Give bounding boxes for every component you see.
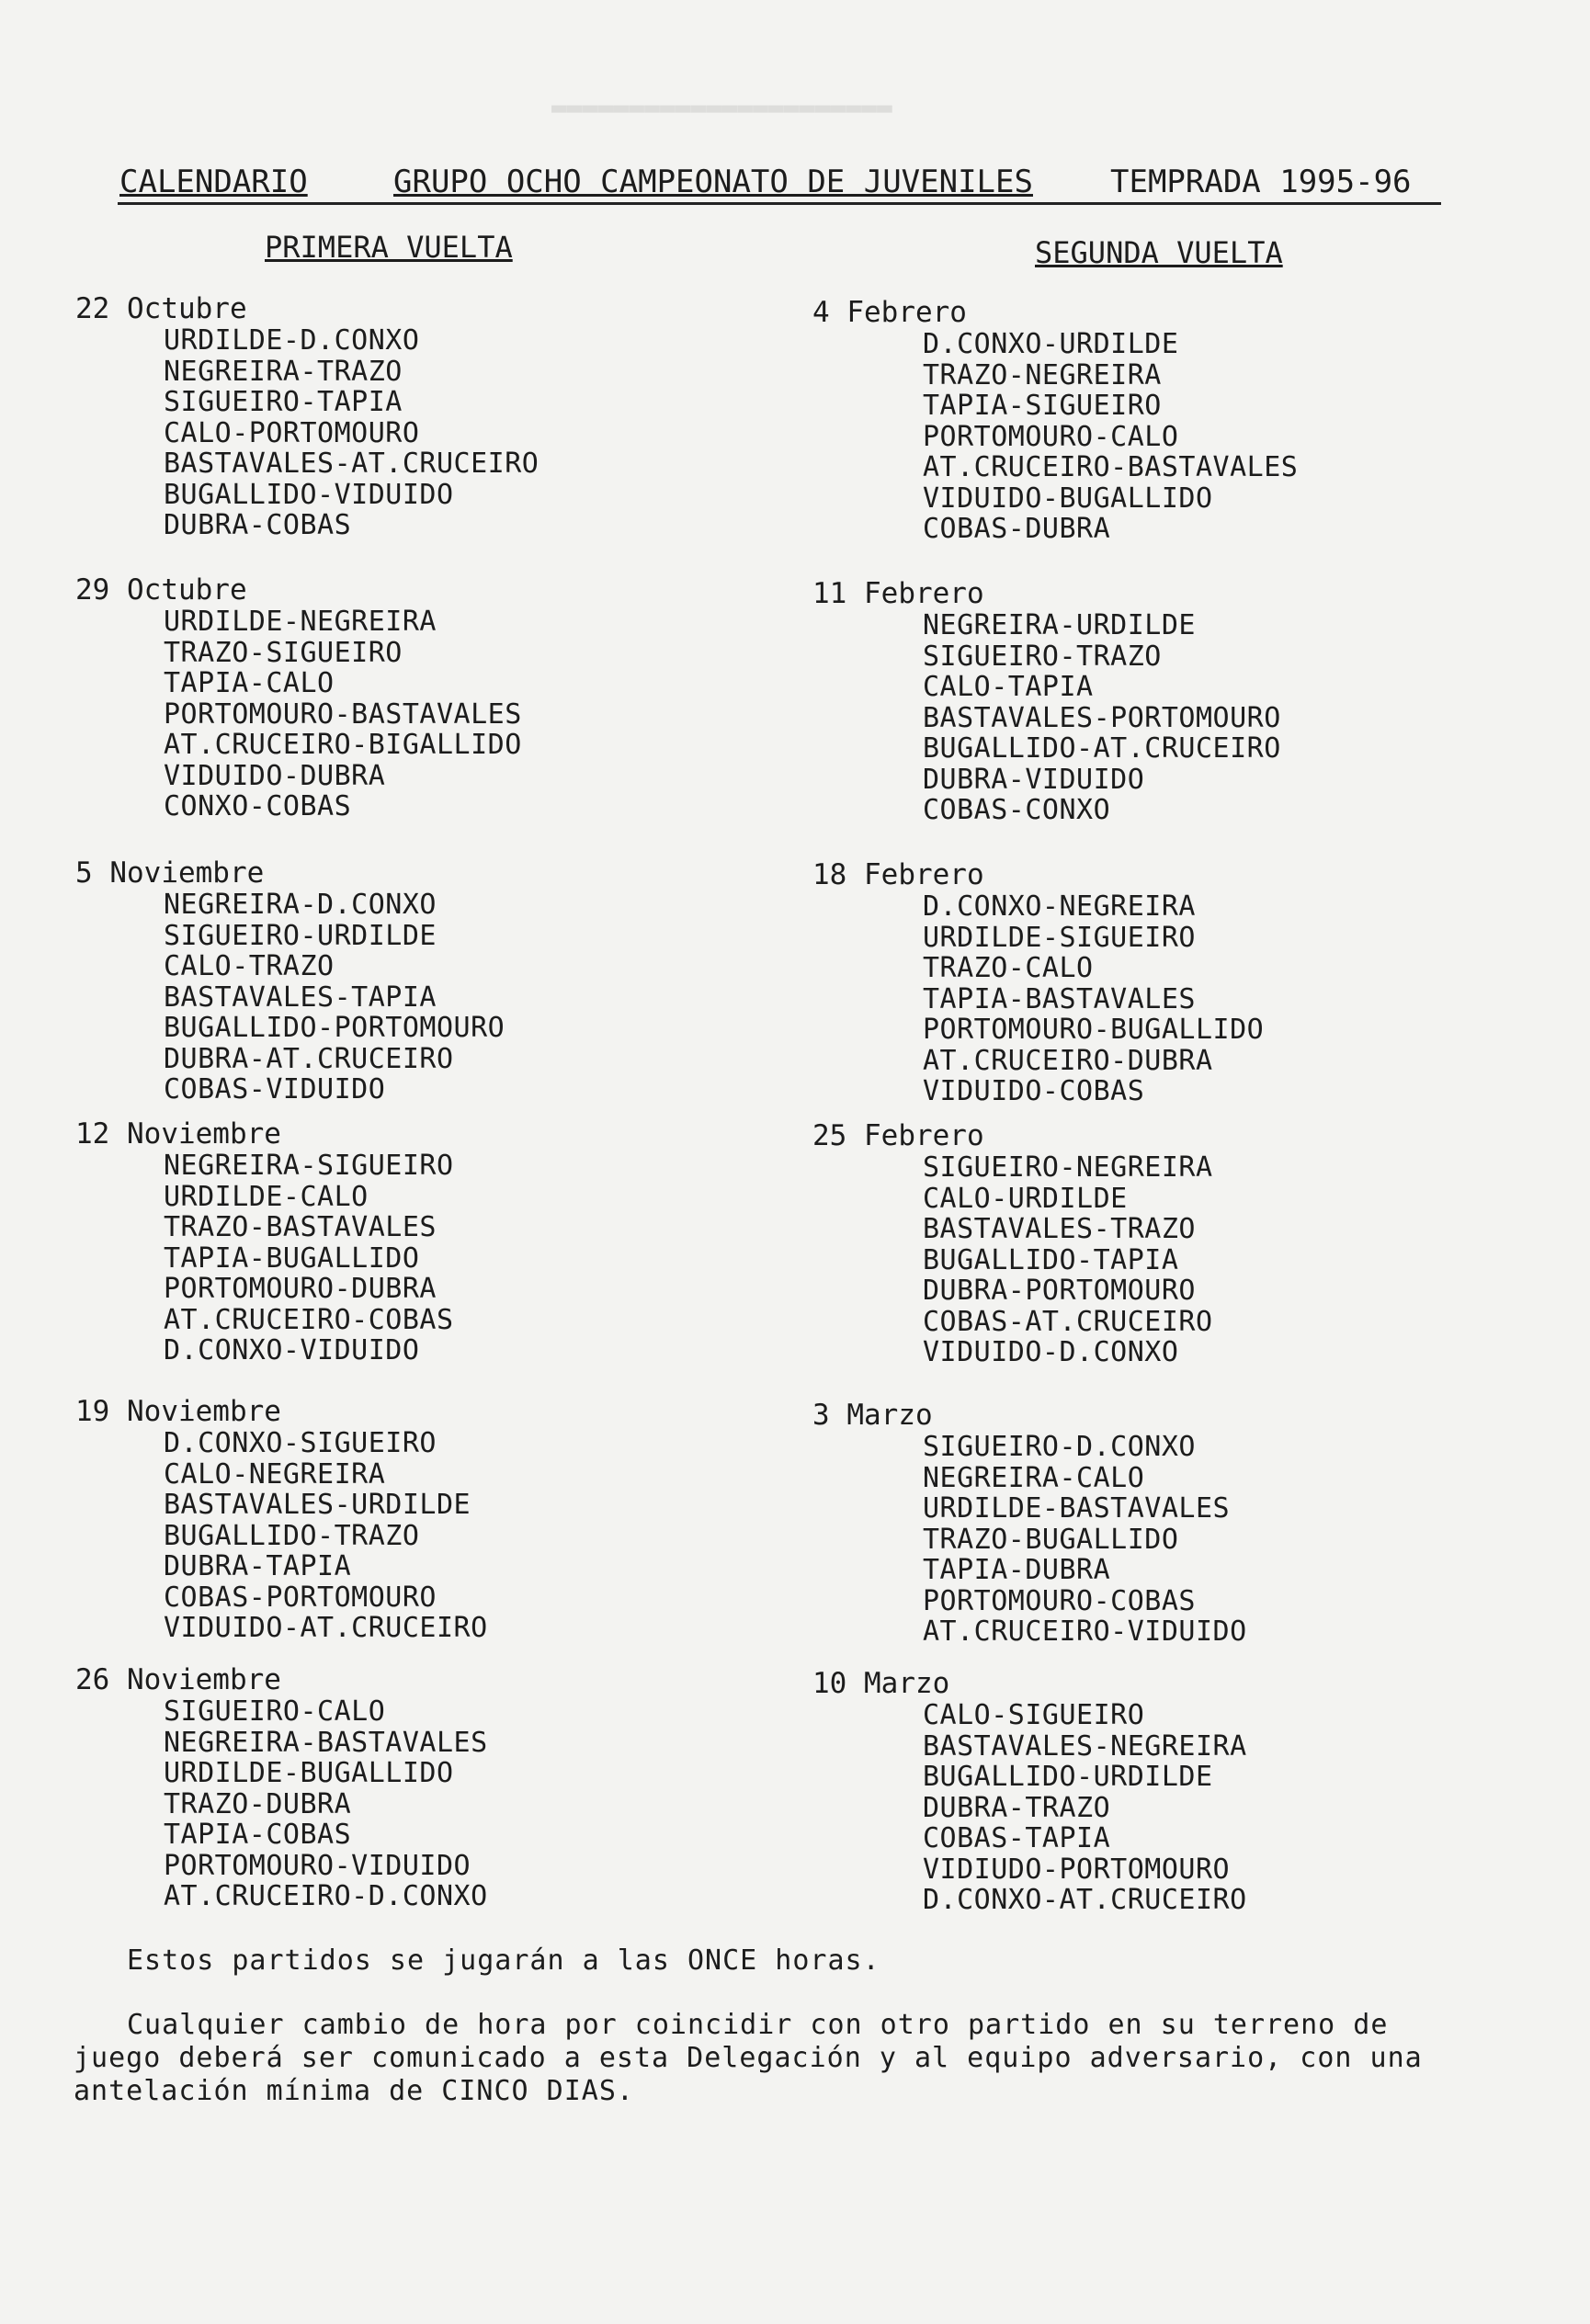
match: BASTAVALES-URDILDE [164, 1489, 471, 1521]
match: TAPIA-CALO [164, 667, 335, 699]
match: NEGREIRA-BASTAVALES [164, 1726, 488, 1759]
match: URDILDE-D.CONXO [164, 324, 420, 357]
match: SIGUEIRO-TRAZO [923, 640, 1162, 673]
match: TAPIA-COBAS [164, 1819, 352, 1851]
round-date: 29 Octubre [75, 573, 247, 607]
match: BUGALLIDO-TAPIA [923, 1243, 1179, 1276]
match: DUBRA-AT.CRUCEIRO [164, 1042, 454, 1075]
match: VIDUIDO-D.CONXO [923, 1336, 1179, 1368]
round [75, 292, 539, 541]
match: DUBRA-TRAZO [923, 1791, 1111, 1824]
round [75, 1395, 488, 1644]
round-date: 10 Marzo [812, 1667, 950, 1700]
match: TRAZO-NEGREIRA [923, 358, 1162, 391]
document-header [118, 156, 1441, 205]
match: NEGREIRA-CALO [923, 1461, 1145, 1494]
match: D.CONXO-AT.CRUCEIRO [923, 1884, 1247, 1916]
match: DUBRA-COBAS [164, 509, 352, 541]
round-date: 25 Febrero [812, 1119, 984, 1152]
match: AT.CRUCEIRO-VIDUIDO [923, 1615, 1247, 1648]
match: BUGALLIDO-VIDUIDO [164, 478, 454, 511]
header-grupo: GRUPO OCHO CAMPEONATO DE JUVENILES [393, 164, 1033, 200]
match: COBAS-VIDUIDO [164, 1073, 386, 1105]
match: PORTOMOURO-COBAS [923, 1584, 1196, 1617]
match: CALO-NEGREIRA [164, 1457, 386, 1491]
match: URDILDE-CALO [164, 1180, 369, 1213]
match: TAPIA-BASTAVALES [923, 982, 1196, 1015]
round [75, 856, 505, 1105]
match: PORTOMOURO-DUBRA [164, 1273, 437, 1305]
match: PORTOMOURO-CALO [923, 420, 1179, 453]
match: NEGREIRA-URDILDE [923, 609, 1196, 641]
round-date: 18 Febrero [812, 858, 984, 891]
match: SIGUEIRO-URDILDE [164, 919, 437, 952]
header-temporada: TEMPRADA 1995-96 [1110, 164, 1412, 200]
match: CALO-TAPIA [923, 671, 1094, 703]
match: AT.CRUCEIRO-D.CONXO [164, 1880, 488, 1912]
match: VIDUIDO-BUGALLIDO [923, 482, 1213, 515]
match: TAPIA-SIGUEIRO [923, 390, 1162, 422]
round-date: 11 Febrero [812, 577, 984, 610]
match: TRAZO-BASTAVALES [164, 1211, 437, 1243]
match: AT.CRUCEIRO-BASTAVALES [923, 451, 1299, 483]
match: COBAS-PORTOMOURO [164, 1581, 437, 1614]
match: BASTAVALES-PORTOMOURO [923, 701, 1281, 734]
match: PORTOMOURO-VIDUIDO [164, 1849, 471, 1882]
match: DUBRA-VIDUIDO [923, 763, 1145, 796]
match: D.CONXO-NEGREIRA [923, 890, 1196, 923]
match: COBAS-CONXO [923, 794, 1111, 826]
match: D.CONXO-VIDUIDO [164, 1334, 420, 1366]
primera-vuelta-title: PRIMERA VUELTA [265, 230, 513, 265]
match: VIDUIDO-COBAS [923, 1075, 1145, 1107]
match: SIGUEIRO-CALO [164, 1695, 386, 1728]
round-date: 22 Octubre [75, 292, 247, 325]
match: TRAZO-BUGALLIDO [923, 1523, 1179, 1556]
round-date: 5 Noviembre [75, 856, 265, 890]
round-date: 12 Noviembre [75, 1117, 281, 1151]
note-hour: Estos partidos se jugarán a las ONCE horas. [127, 1944, 880, 1977]
match: BASTAVALES-NEGREIRA [923, 1729, 1247, 1763]
round [812, 858, 1264, 1107]
round [812, 1399, 1247, 1648]
match: VIDUIDO-DUBRA [164, 759, 386, 792]
match: URDILDE-BASTAVALES [923, 1492, 1231, 1525]
match: URDILDE-NEGREIRA [164, 606, 437, 638]
match: URDILDE-SIGUEIRO [923, 921, 1196, 954]
match: SIGUEIRO-NEGREIRA [923, 1151, 1213, 1184]
round-date: 19 Noviembre [75, 1395, 281, 1428]
match: AT.CRUCEIRO-COBAS [164, 1303, 454, 1336]
round [812, 1119, 1213, 1368]
match: BUGALLIDO-TRAZO [164, 1519, 420, 1552]
match: COBAS-TAPIA [923, 1822, 1111, 1854]
match: VIDUIDO-AT.CRUCEIRO [164, 1612, 488, 1644]
match: TAPIA-DUBRA [923, 1554, 1111, 1586]
match: PORTOMOURO-BASTAVALES [164, 697, 522, 731]
match: COBAS-AT.CRUCEIRO [923, 1305, 1213, 1338]
match: NEGREIRA-D.CONXO [164, 889, 437, 921]
round [75, 1663, 488, 1912]
match: TAPIA-BUGALLIDO [164, 1241, 420, 1275]
match: CALO-SIGUEIRO [923, 1699, 1145, 1731]
match: CALO-PORTOMOURO [164, 416, 420, 449]
match: D.CONXO-SIGUEIRO [164, 1427, 437, 1459]
round [812, 296, 1298, 545]
match: VIDIUDO-PORTOMOURO [923, 1853, 1231, 1886]
match: BUGALLIDO-URDILDE [923, 1761, 1213, 1793]
round [812, 1667, 1247, 1916]
match: BASTAVALES-AT.CRUCEIRO [164, 448, 539, 480]
match: SIGUEIRO-D.CONXO [923, 1431, 1196, 1463]
match: URDILDE-BUGALLIDO [164, 1757, 454, 1789]
match: CALO-TRAZO [164, 950, 335, 982]
round [75, 1117, 454, 1366]
match: PORTOMOURO-BUGALLIDO [923, 1014, 1265, 1046]
round [75, 573, 522, 822]
header-calendario: CALENDARIO [119, 164, 308, 200]
match: TRAZO-SIGUEIRO [164, 636, 403, 669]
match: BUGALLIDO-AT.CRUCEIRO [923, 732, 1281, 765]
match: SIGUEIRO-TAPIA [164, 386, 403, 418]
match: BASTAVALES-TAPIA [164, 981, 437, 1014]
match: DUBRA-TAPIA [164, 1550, 352, 1582]
match: TRAZO-DUBRA [164, 1787, 352, 1820]
bleed-through: ▬▬▬▬▬▬▬▬▬▬▬▬▬▬▬▬▬▬▬▬▬▬ [551, 92, 892, 122]
match: BASTAVALES-TRAZO [923, 1213, 1196, 1245]
match: AT.CRUCEIRO-DUBRA [923, 1044, 1213, 1077]
match: COBAS-DUBRA [923, 513, 1111, 545]
note-change: Cualquier cambio de hora por coincidir con otro partido en su terreno de juego deberá ser comunicado a esta Delegación y al equipo adversario, con una antelación mínima de CINCO DIAS. [74, 2009, 1423, 2107]
round-date: 4 Febrero [812, 296, 967, 329]
round-date: 26 Noviembre [75, 1663, 281, 1696]
match: D.CONXO-URDILDE [923, 328, 1179, 360]
segunda-vuelta-title: SEGUNDA VUELTA [1035, 235, 1283, 270]
round [812, 577, 1281, 826]
match: AT.CRUCEIRO-BIGALLIDO [164, 729, 522, 761]
match: CONXO-COBAS [164, 790, 352, 822]
match: NEGREIRA-SIGUEIRO [164, 1150, 454, 1182]
match: NEGREIRA-TRAZO [164, 355, 403, 388]
match: TRAZO-CALO [923, 952, 1094, 984]
match: DUBRA-PORTOMOURO [923, 1275, 1196, 1307]
match: CALO-URDILDE [923, 1182, 1128, 1215]
round-date: 3 Marzo [812, 1399, 933, 1432]
match: BUGALLIDO-PORTOMOURO [164, 1012, 505, 1044]
